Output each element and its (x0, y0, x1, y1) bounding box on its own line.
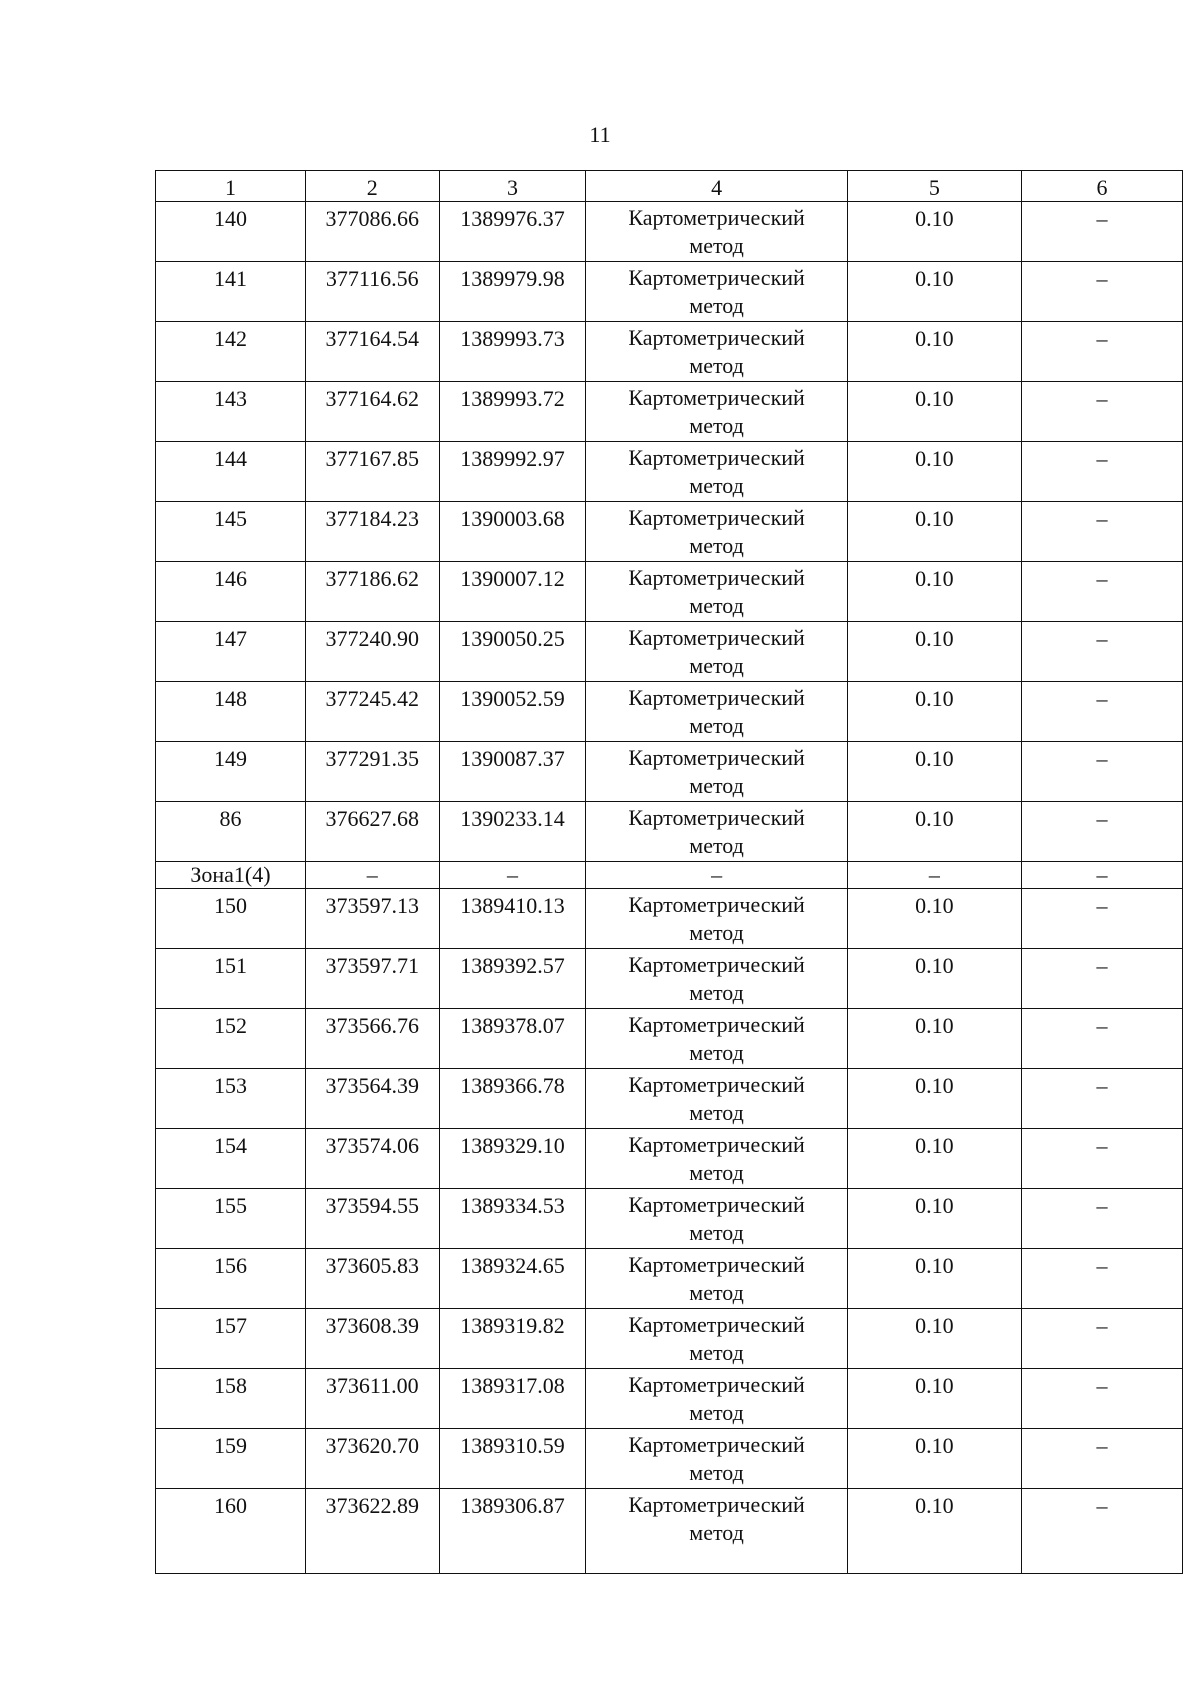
y-coordinate-cell: 1389329.10 (439, 1129, 586, 1189)
y-coordinate-cell: 1389310.59 (439, 1429, 586, 1489)
y-coordinate-cell: 1389979.98 (439, 262, 586, 322)
method-line-2: метод (689, 1340, 744, 1365)
point-number-cell: 150 (156, 889, 306, 949)
method-cell (586, 1189, 847, 1249)
accuracy-cell: 0.10 (847, 202, 1021, 262)
table-row (156, 949, 1183, 1009)
x-coordinate-cell: 373566.76 (305, 1009, 439, 1069)
x-coordinate-cell: 377164.54 (305, 322, 439, 382)
y-coordinate-cell: 1389993.72 (439, 382, 586, 442)
method-line-2: метод (689, 593, 744, 618)
table-row (156, 622, 1183, 682)
note-cell: – (1021, 502, 1182, 562)
accuracy-cell: 0.10 (847, 262, 1021, 322)
method-line-2: метод (689, 653, 744, 678)
zone-dash: – (847, 862, 1021, 889)
zone-row (156, 862, 1183, 889)
method-cell (586, 502, 847, 562)
method-cell (586, 1069, 847, 1129)
x-coordinate-cell: 373608.39 (305, 1309, 439, 1369)
x-coordinate-cell: 376627.68 (305, 802, 439, 862)
y-coordinate-cell: 1389306.87 (439, 1489, 586, 1574)
method-cell (586, 889, 847, 949)
method-cell (586, 322, 847, 382)
table-row (156, 889, 1183, 949)
note-cell: – (1021, 802, 1182, 862)
method-line-2: метод (689, 1460, 744, 1485)
y-coordinate-cell: 1389324.65 (439, 1249, 586, 1309)
note-cell: – (1021, 382, 1182, 442)
table-row (156, 1129, 1183, 1189)
point-number-cell: 86 (156, 802, 306, 862)
x-coordinate-cell: 373611.00 (305, 1369, 439, 1429)
y-coordinate-cell: 1389378.07 (439, 1009, 586, 1069)
x-coordinate-cell: 373574.06 (305, 1129, 439, 1189)
table-row (156, 1489, 1183, 1574)
method-cell (586, 562, 847, 622)
method-line-2: метод (689, 413, 744, 438)
point-number-cell: 141 (156, 262, 306, 322)
method-line-1: Картометрический (628, 325, 805, 350)
y-coordinate-cell: 1390007.12 (439, 562, 586, 622)
header-cell: 1 (156, 171, 306, 202)
method-cell (586, 202, 847, 262)
table-row (156, 1429, 1183, 1489)
note-cell: – (1021, 622, 1182, 682)
accuracy-cell: 0.10 (847, 949, 1021, 1009)
method-line-2: метод (689, 1280, 744, 1305)
method-cell (586, 1429, 847, 1489)
note-cell: – (1021, 949, 1182, 1009)
table-body-bottom (156, 889, 1183, 1574)
table-row (156, 802, 1183, 862)
note-cell: – (1021, 562, 1182, 622)
note-cell: – (1021, 1369, 1182, 1429)
method-line-2: метод (689, 1100, 744, 1125)
point-number-cell: 143 (156, 382, 306, 442)
accuracy-cell: 0.10 (847, 1489, 1021, 1574)
accuracy-cell: 0.10 (847, 322, 1021, 382)
point-number-cell: 158 (156, 1369, 306, 1429)
method-line-1: Картометрический (628, 445, 805, 470)
y-coordinate-cell: 1389366.78 (439, 1069, 586, 1129)
point-number-cell: 145 (156, 502, 306, 562)
method-cell (586, 442, 847, 502)
point-number-cell: 153 (156, 1069, 306, 1129)
note-cell: – (1021, 1129, 1182, 1189)
method-cell (586, 682, 847, 742)
point-number-cell: 148 (156, 682, 306, 742)
y-coordinate-cell: 1390050.25 (439, 622, 586, 682)
point-number-cell: 142 (156, 322, 306, 382)
y-coordinate-cell: 1390003.68 (439, 502, 586, 562)
table-row (156, 1189, 1183, 1249)
point-number-cell: 140 (156, 202, 306, 262)
table-row (156, 382, 1183, 442)
accuracy-cell: 0.10 (847, 442, 1021, 502)
method-line-1: Картометрический (628, 205, 805, 230)
zone-dash: – (586, 862, 847, 889)
accuracy-cell: 0.10 (847, 682, 1021, 742)
method-line-1: Картометрический (628, 1432, 805, 1457)
x-coordinate-cell: 373622.89 (305, 1489, 439, 1574)
x-coordinate-cell: 377245.42 (305, 682, 439, 742)
accuracy-cell: 0.10 (847, 802, 1021, 862)
zone-section (156, 862, 1183, 889)
header-cell: 4 (586, 171, 847, 202)
note-cell: – (1021, 1069, 1182, 1129)
coordinates-table (155, 170, 1183, 1574)
method-line-1: Картометрический (628, 385, 805, 410)
accuracy-cell: 0.10 (847, 742, 1021, 802)
method-line-1: Картометрический (628, 1012, 805, 1037)
x-coordinate-cell: 377167.85 (305, 442, 439, 502)
accuracy-cell: 0.10 (847, 1069, 1021, 1129)
table-row (156, 1249, 1183, 1309)
zone-dash: – (439, 862, 586, 889)
y-coordinate-cell: 1389410.13 (439, 889, 586, 949)
point-number-cell: 152 (156, 1009, 306, 1069)
table-row (156, 682, 1183, 742)
accuracy-cell: 0.10 (847, 622, 1021, 682)
x-coordinate-cell: 377240.90 (305, 622, 439, 682)
method-cell (586, 382, 847, 442)
x-coordinate-cell: 373564.39 (305, 1069, 439, 1129)
method-line-2: метод (689, 1220, 744, 1245)
accuracy-cell: 0.10 (847, 1429, 1021, 1489)
method-line-1: Картометрический (628, 1372, 805, 1397)
method-cell (586, 1309, 847, 1369)
table-row (156, 1369, 1183, 1429)
table-row (156, 1309, 1183, 1369)
y-coordinate-cell: 1389392.57 (439, 949, 586, 1009)
y-coordinate-cell: 1390052.59 (439, 682, 586, 742)
note-cell: – (1021, 202, 1182, 262)
accuracy-cell: 0.10 (847, 1189, 1021, 1249)
x-coordinate-cell: 377164.62 (305, 382, 439, 442)
method-line-1: Картометрический (628, 1492, 805, 1517)
y-coordinate-cell: 1389992.97 (439, 442, 586, 502)
y-coordinate-cell: 1390233.14 (439, 802, 586, 862)
header-cell: 6 (1021, 171, 1182, 202)
header-row (156, 171, 1183, 202)
method-cell (586, 742, 847, 802)
point-number-cell: 154 (156, 1129, 306, 1189)
method-line-2: метод (689, 713, 744, 738)
accuracy-cell: 0.10 (847, 1009, 1021, 1069)
method-line-1: Картометрический (628, 565, 805, 590)
zone-dash: – (1021, 862, 1182, 889)
note-cell: – (1021, 742, 1182, 802)
note-cell: – (1021, 1429, 1182, 1489)
method-line-1: Картометрический (628, 625, 805, 650)
table-row (156, 322, 1183, 382)
method-line-1: Картометрический (628, 685, 805, 710)
method-cell (586, 802, 847, 862)
note-cell: – (1021, 442, 1182, 502)
accuracy-cell: 0.10 (847, 1309, 1021, 1369)
note-cell: – (1021, 1009, 1182, 1069)
point-number-cell: 151 (156, 949, 306, 1009)
method-line-1: Картометрический (628, 1252, 805, 1277)
method-line-1: Картометрический (628, 745, 805, 770)
y-coordinate-cell: 1389993.73 (439, 322, 586, 382)
method-line-2: метод (689, 1040, 744, 1065)
method-line-2: метод (689, 533, 744, 558)
method-cell (586, 949, 847, 1009)
accuracy-cell: 0.10 (847, 1129, 1021, 1189)
point-number-cell: 157 (156, 1309, 306, 1369)
method-line-2: метод (689, 833, 744, 858)
method-line-2: метод (689, 920, 744, 945)
method-cell (586, 1129, 847, 1189)
point-number-cell: 147 (156, 622, 306, 682)
method-line-2: метод (689, 293, 744, 318)
method-cell (586, 262, 847, 322)
method-line-1: Картометрический (628, 952, 805, 977)
point-number-cell: 146 (156, 562, 306, 622)
method-line-1: Картометрический (628, 1072, 805, 1097)
header-cell: 5 (847, 171, 1021, 202)
x-coordinate-cell: 373620.70 (305, 1429, 439, 1489)
x-coordinate-cell: 377116.56 (305, 262, 439, 322)
accuracy-cell: 0.10 (847, 382, 1021, 442)
x-coordinate-cell: 373597.13 (305, 889, 439, 949)
method-cell (586, 622, 847, 682)
point-number-cell: 160 (156, 1489, 306, 1574)
x-coordinate-cell: 377186.62 (305, 562, 439, 622)
note-cell: – (1021, 262, 1182, 322)
method-line-2: метод (689, 1400, 744, 1425)
table-body-top (156, 202, 1183, 862)
method-line-2: метод (689, 353, 744, 378)
table-row (156, 262, 1183, 322)
x-coordinate-cell: 373597.71 (305, 949, 439, 1009)
method-line-2: метод (689, 980, 744, 1005)
zone-dash: – (305, 862, 439, 889)
zone-label: Зона1(4) (156, 862, 306, 889)
y-coordinate-cell: 1389319.82 (439, 1309, 586, 1369)
method-line-1: Картометрический (628, 805, 805, 830)
method-cell (586, 1489, 847, 1574)
accuracy-cell: 0.10 (847, 562, 1021, 622)
method-line-2: метод (689, 1160, 744, 1185)
y-coordinate-cell: 1389334.53 (439, 1189, 586, 1249)
method-cell (586, 1009, 847, 1069)
note-cell: – (1021, 1309, 1182, 1369)
point-number-cell: 159 (156, 1429, 306, 1489)
x-coordinate-cell: 373605.83 (305, 1249, 439, 1309)
x-coordinate-cell: 377291.35 (305, 742, 439, 802)
y-coordinate-cell: 1390087.37 (439, 742, 586, 802)
method-line-2: метод (689, 1520, 744, 1545)
table-row (156, 1069, 1183, 1129)
y-coordinate-cell: 1389976.37 (439, 202, 586, 262)
method-line-1: Картометрический (628, 505, 805, 530)
point-number-cell: 155 (156, 1189, 306, 1249)
note-cell: – (1021, 1489, 1182, 1574)
method-line-1: Картометрический (628, 1192, 805, 1217)
accuracy-cell: 0.10 (847, 502, 1021, 562)
method-line-1: Картометрический (628, 1132, 805, 1157)
note-cell: – (1021, 1189, 1182, 1249)
table-row (156, 202, 1183, 262)
note-cell: – (1021, 889, 1182, 949)
method-line-1: Картометрический (628, 265, 805, 290)
accuracy-cell: 0.10 (847, 889, 1021, 949)
x-coordinate-cell: 377086.66 (305, 202, 439, 262)
method-line-1: Картометрический (628, 1312, 805, 1337)
method-line-2: метод (689, 773, 744, 798)
point-number-cell: 156 (156, 1249, 306, 1309)
note-cell: – (1021, 322, 1182, 382)
table-row (156, 742, 1183, 802)
accuracy-cell: 0.10 (847, 1249, 1021, 1309)
x-coordinate-cell: 377184.23 (305, 502, 439, 562)
method-line-2: метод (689, 473, 744, 498)
table-row (156, 1009, 1183, 1069)
method-cell (586, 1249, 847, 1309)
table-row (156, 442, 1183, 502)
header-cell: 3 (439, 171, 586, 202)
table-row (156, 502, 1183, 562)
accuracy-cell: 0.10 (847, 1369, 1021, 1429)
table-row (156, 562, 1183, 622)
y-coordinate-cell: 1389317.08 (439, 1369, 586, 1429)
x-coordinate-cell: 373594.55 (305, 1189, 439, 1249)
note-cell: – (1021, 1249, 1182, 1309)
page-number: 11 (589, 122, 611, 147)
header-cell: 2 (305, 171, 439, 202)
note-cell: – (1021, 682, 1182, 742)
method-cell (586, 1369, 847, 1429)
method-line-2: метод (689, 233, 744, 258)
point-number-cell: 149 (156, 742, 306, 802)
method-line-1: Картометрический (628, 892, 805, 917)
point-number-cell: 144 (156, 442, 306, 502)
